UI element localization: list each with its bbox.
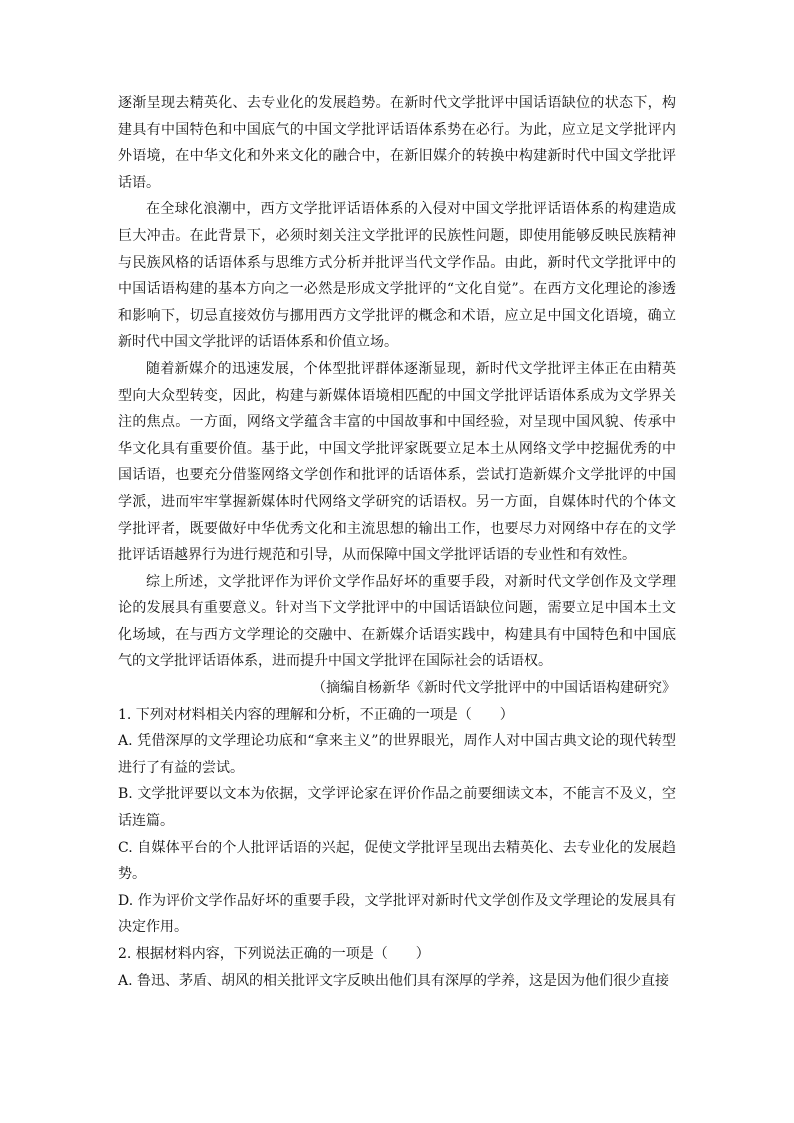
question-2-stem: 2. 根据材料内容，下列说法正确的一项是（ ） [118,946,430,962]
question-1-option-d: D. 作为评价文学作品好坏的重要手段，文学批评对新时代文学创作及文学理论的发展具有决定作用。 [118,892,676,936]
article-paragraph: 随着新媒介的迅速发展，个体型批评群体逐渐显现，新时代文学批评主体正在由精英型向大众型转变，因此，构建与新媒体语境相匹配的中国文学批评话语体系成为文学界关注的焦点。一方面，网络文学蕴含丰富的中国故事和中国经验，对呈现中国风貌、传承中华文化具有重要价值。基于此，中国文学批评家既要立足本土从网络文学中挖掘优秀的中国话语，也要充分借鉴网络文学创作和批评的话语体系，尝试打造新媒介文学批评的中国学派，进而牢牢掌握新媒体时代网络文学研究的话语权。另一方面，自媒体时代的个体文学批评者，既要做好中华优秀文化和主流思想的输出工作，也要尽力对网络中存在的文学批评话语越界行为进行规范和引导，从而保障中国文学批评话语的专业性和有效性。 [118,360,676,564]
question-1-stem: 1. 下列对材料相关内容的理解和分析，不正确的一项是（ ） [118,706,514,723]
article-paragraph: 逐渐呈现去精英化、去专业化的发展趋势。在新时代文学批评中国话语缺位的状态下，构建具有中国特色和中国底气的中国文学批评话语体系势在必行。为此，应立足文学批评内外语境，在中华文化和外来文化的融合中，在新旧媒介的转换中构建新时代中国文学批评话语。 [118,95,676,191]
question-1-option-a: A. 凭借深厚的文学理论功底和“拿来主义”的世界眼光，周作人对中国古典文论的现代转型进行了有益的尝试。 [118,733,676,776]
question-1-option-b: B. 文学批评要以文本为依据，文学评论家在评价作品之前要细读文本，不能言不及义，空话连篇。 [118,786,676,830]
article-paragraph: 综上所述，文学批评作为评价文学作品好坏的重要手段，对新时代文学创作及文学理论的发展具有重要意义。针对当下文学批评中的中国话语缺位问题，需要立足中国本土文化场域，在与西方文学理论的交融中、在新媒介话语实践中，构建具有中国特色和中国底气的文学批评话语体系，进而提升中国文学批评在国际社会的话语权。 [118,573,676,670]
article-paragraph: 在全球化浪潮中，西方文学批评话语体系的入侵对中国文学批评话语体系的构建造成巨大冲击。在此背景下，必须时刻关注文学批评的民族性问题，即使用能够反映民族精神与民族风格的话语体系与思维方式分析并批评当代文学作品。由此，新时代文学批评中的中国话语构建的基本方向之一必然是形成文学批评的“文化自觉”。在西方文化理论的渗透和影响下，切忌直接效仿与挪用西方文学批评的概念和术语，应立足中国文化语境，确立新时代中国文学批评的话语体系和价值立场。 [118,201,676,351]
question-2-option-a: A. 鲁迅、茅盾、胡风的相关批评文字反映出他们具有深厚的学养，这是因为他们很少直接 [118,972,670,989]
question-1-option-c: C. 自媒体平台的个人批评话语的兴起，促使文学批评呈现出去精英化、去专业化的发展趋势。 [118,839,676,883]
document-page [118,90,676,994]
article-source: （摘编自杨新华《新时代文学批评中的中国话语构建研究》 [312,680,676,697]
